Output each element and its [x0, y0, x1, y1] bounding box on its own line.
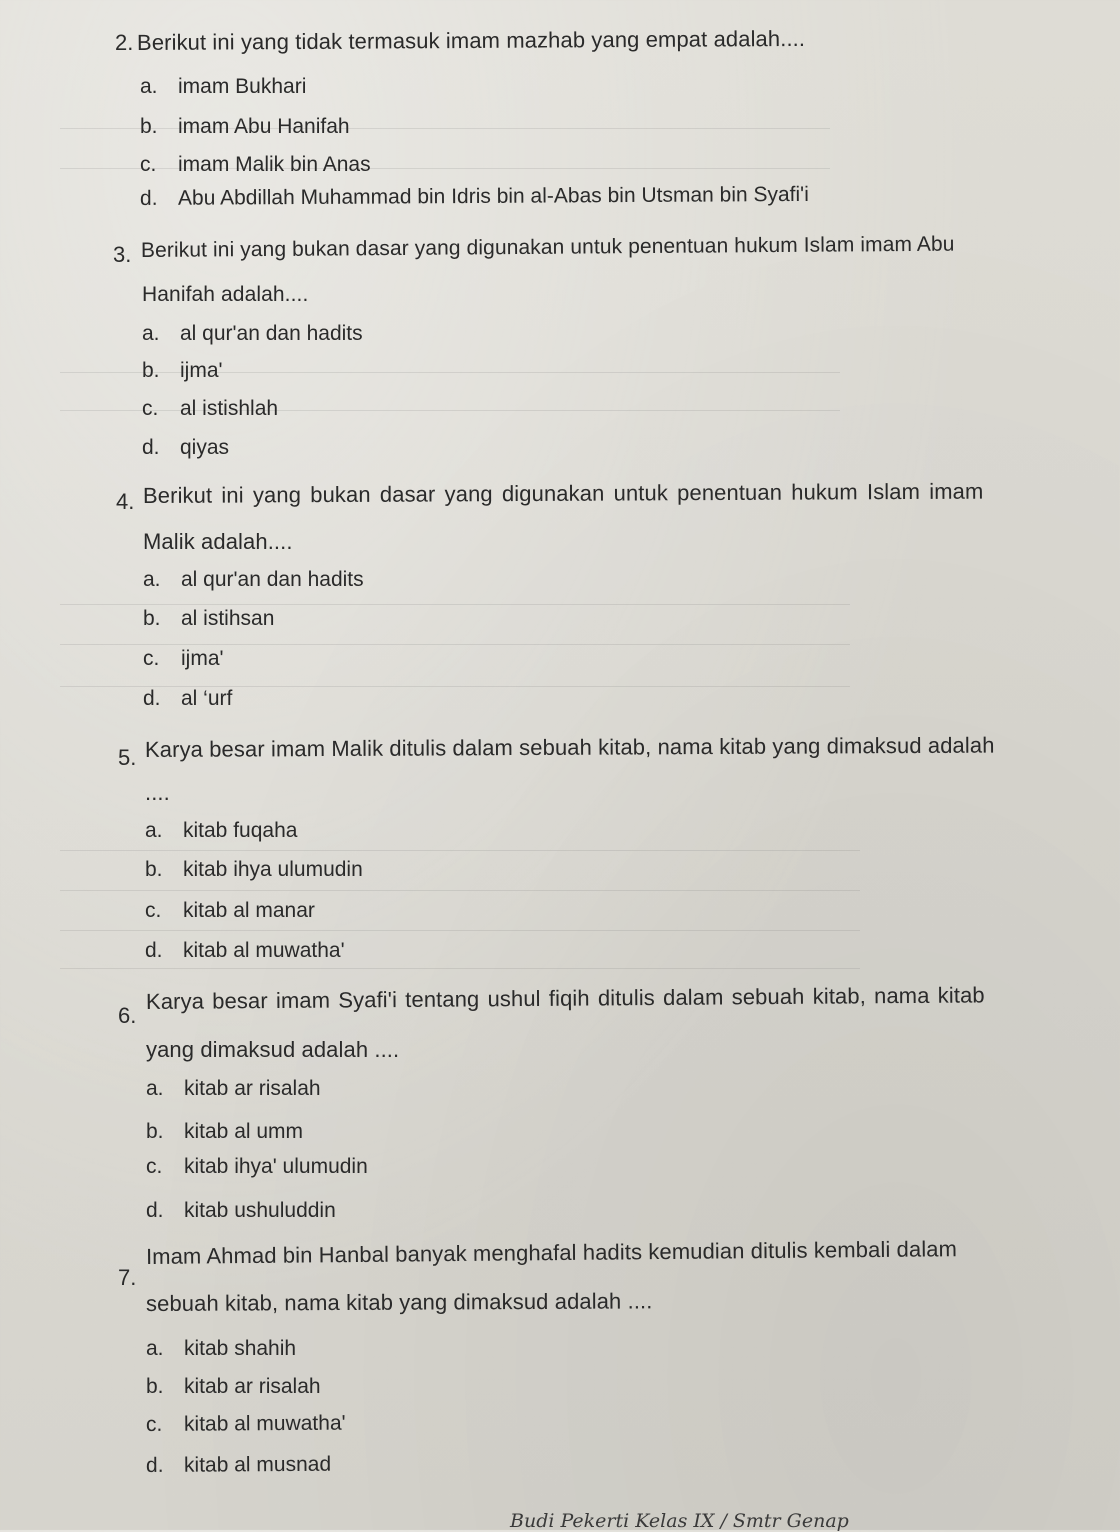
paper-rule: [60, 850, 860, 851]
option-letter: a.: [140, 75, 158, 98]
option-a: [142, 321, 363, 347]
option-c: [146, 1154, 368, 1180]
option-letter: a.: [146, 1337, 164, 1360]
paper-rule: [60, 604, 850, 605]
option-letter: a.: [145, 819, 163, 842]
question-text: Karya besar imam Syafi'i tentang ushul fiqih ditulis dalam sebuah kitab, nama kitab: [145, 982, 985, 1014]
option-c: [142, 396, 278, 422]
option-text: kitab al muwatha': [183, 939, 345, 962]
option-letter: d.: [142, 436, 160, 459]
option-letter: b.: [146, 1120, 164, 1143]
option-b: [145, 857, 363, 883]
option-letter: c.: [145, 1412, 163, 1436]
option-text: ijma': [180, 359, 223, 382]
question-number: 4.: [116, 489, 135, 514]
option-a: [140, 74, 306, 100]
option-text: al istihsan: [181, 607, 275, 630]
paper-rule: [60, 968, 860, 969]
option-letter: a.: [143, 568, 161, 591]
question-text: ....: [145, 780, 170, 805]
option-text: kitab ihya' ulumudin: [184, 1155, 368, 1178]
question-text: Karya besar imam Malik ditulis dalam sebuah kitab, nama kitab yang dimaksud adalah: [144, 732, 995, 762]
option-b: [143, 606, 274, 632]
option-letter: c.: [146, 1155, 163, 1178]
question-text: Berikut ini yang tidak termasuk imam mazhab yang empat adalah....: [136, 25, 806, 55]
question-text: Berikut ini yang bukan dasar yang digunakan untuk penentuan hukum Islam imam Abu: [140, 232, 955, 262]
option-d: [143, 686, 232, 712]
option-b: [140, 114, 350, 140]
question-text: Malik adalah....: [143, 529, 293, 554]
option-letter: b.: [143, 607, 161, 630]
option-text: al qur'an dan hadits: [180, 322, 363, 345]
question-text: Berikut ini yang bukan dasar yang digunakan untuk penentuan hukum Islam imam: [142, 478, 984, 508]
option-letter: d.: [146, 1199, 164, 1222]
option-text: kitab al umm: [184, 1120, 304, 1143]
option-letter: d.: [143, 687, 161, 710]
option-c: [143, 646, 224, 672]
option-a: [143, 567, 364, 593]
option-letter: b.: [142, 359, 160, 382]
option-text: kitab al muwatha': [183, 1411, 346, 1436]
option-d: [146, 1198, 336, 1224]
question-text: Imam Ahmad bin Hanbal banyak menghafal hadits kemudian ditulis kembali dalam: [145, 1236, 958, 1269]
paper-rule: [60, 890, 860, 891]
option-text: ijma': [181, 647, 224, 670]
option-text: qiyas: [180, 436, 230, 459]
option-letter: c.: [143, 647, 160, 670]
question-text: Hanifah adalah....: [142, 283, 309, 306]
option-c: [146, 1411, 346, 1438]
option-text: kitab fuqaha: [183, 819, 298, 842]
option-text: kitab shahih: [184, 1337, 297, 1360]
paper-rule: [60, 930, 860, 931]
option-letter: d.: [145, 939, 163, 962]
option-text: kitab ar risalah: [184, 1077, 321, 1100]
option-d: [140, 182, 809, 212]
option-letter: b.: [140, 115, 158, 138]
question-number: 5.: [118, 745, 137, 770]
question-text: sebuah kitab, nama kitab yang dimaksud adalah ....: [145, 1288, 653, 1316]
option-d: [146, 1452, 331, 1479]
question-number: 3.: [113, 242, 132, 267]
option-b: [146, 1374, 321, 1400]
option-text: kitab al musnad: [183, 1452, 332, 1477]
paper-rule: [60, 644, 850, 645]
option-text: kitab ar risalah: [184, 1375, 321, 1398]
option-text: imam Malik bin Anas: [178, 153, 371, 176]
option-c: [140, 152, 371, 178]
option-text: imam Abu Hanifah: [178, 115, 350, 138]
option-text: Abu Abdillah Muhammad bin Idris bin al-Abas bin Utsman bin Syafi'i: [177, 182, 809, 210]
option-d: [145, 938, 345, 964]
option-text: imam Bukhari: [178, 75, 307, 98]
option-text: kitab ushuluddin: [184, 1199, 336, 1222]
option-text: al ‘urf: [181, 687, 233, 710]
option-letter: b.: [145, 858, 163, 881]
option-letter: b.: [146, 1375, 164, 1398]
option-c: [145, 898, 315, 924]
question-number: 6.: [118, 1003, 137, 1028]
page-footer: Budi Pekerti Kelas IX / Smtr Genap: [510, 1510, 849, 1532]
question-number: 7.: [118, 1265, 137, 1290]
option-text: kitab ihya ulumudin: [183, 858, 363, 881]
option-text: al qur'an dan hadits: [181, 568, 364, 591]
option-letter: d.: [145, 1453, 164, 1477]
option-letter: d.: [139, 186, 158, 210]
option-b: [142, 358, 223, 384]
option-letter: a.: [146, 1077, 164, 1100]
option-text: kitab al manar: [183, 899, 315, 922]
option-letter: c.: [140, 153, 157, 176]
question-text: yang dimaksud adalah ....: [146, 1037, 400, 1062]
option-a: [145, 818, 297, 844]
option-d: [142, 435, 229, 461]
option-b: [146, 1119, 303, 1145]
option-text: al istishlah: [180, 397, 279, 420]
option-a: [146, 1336, 296, 1362]
option-a: [146, 1076, 321, 1102]
option-letter: a.: [142, 322, 160, 345]
option-letter: c.: [142, 397, 159, 420]
option-letter: c.: [145, 899, 162, 922]
question-number: 2.: [115, 30, 134, 55]
